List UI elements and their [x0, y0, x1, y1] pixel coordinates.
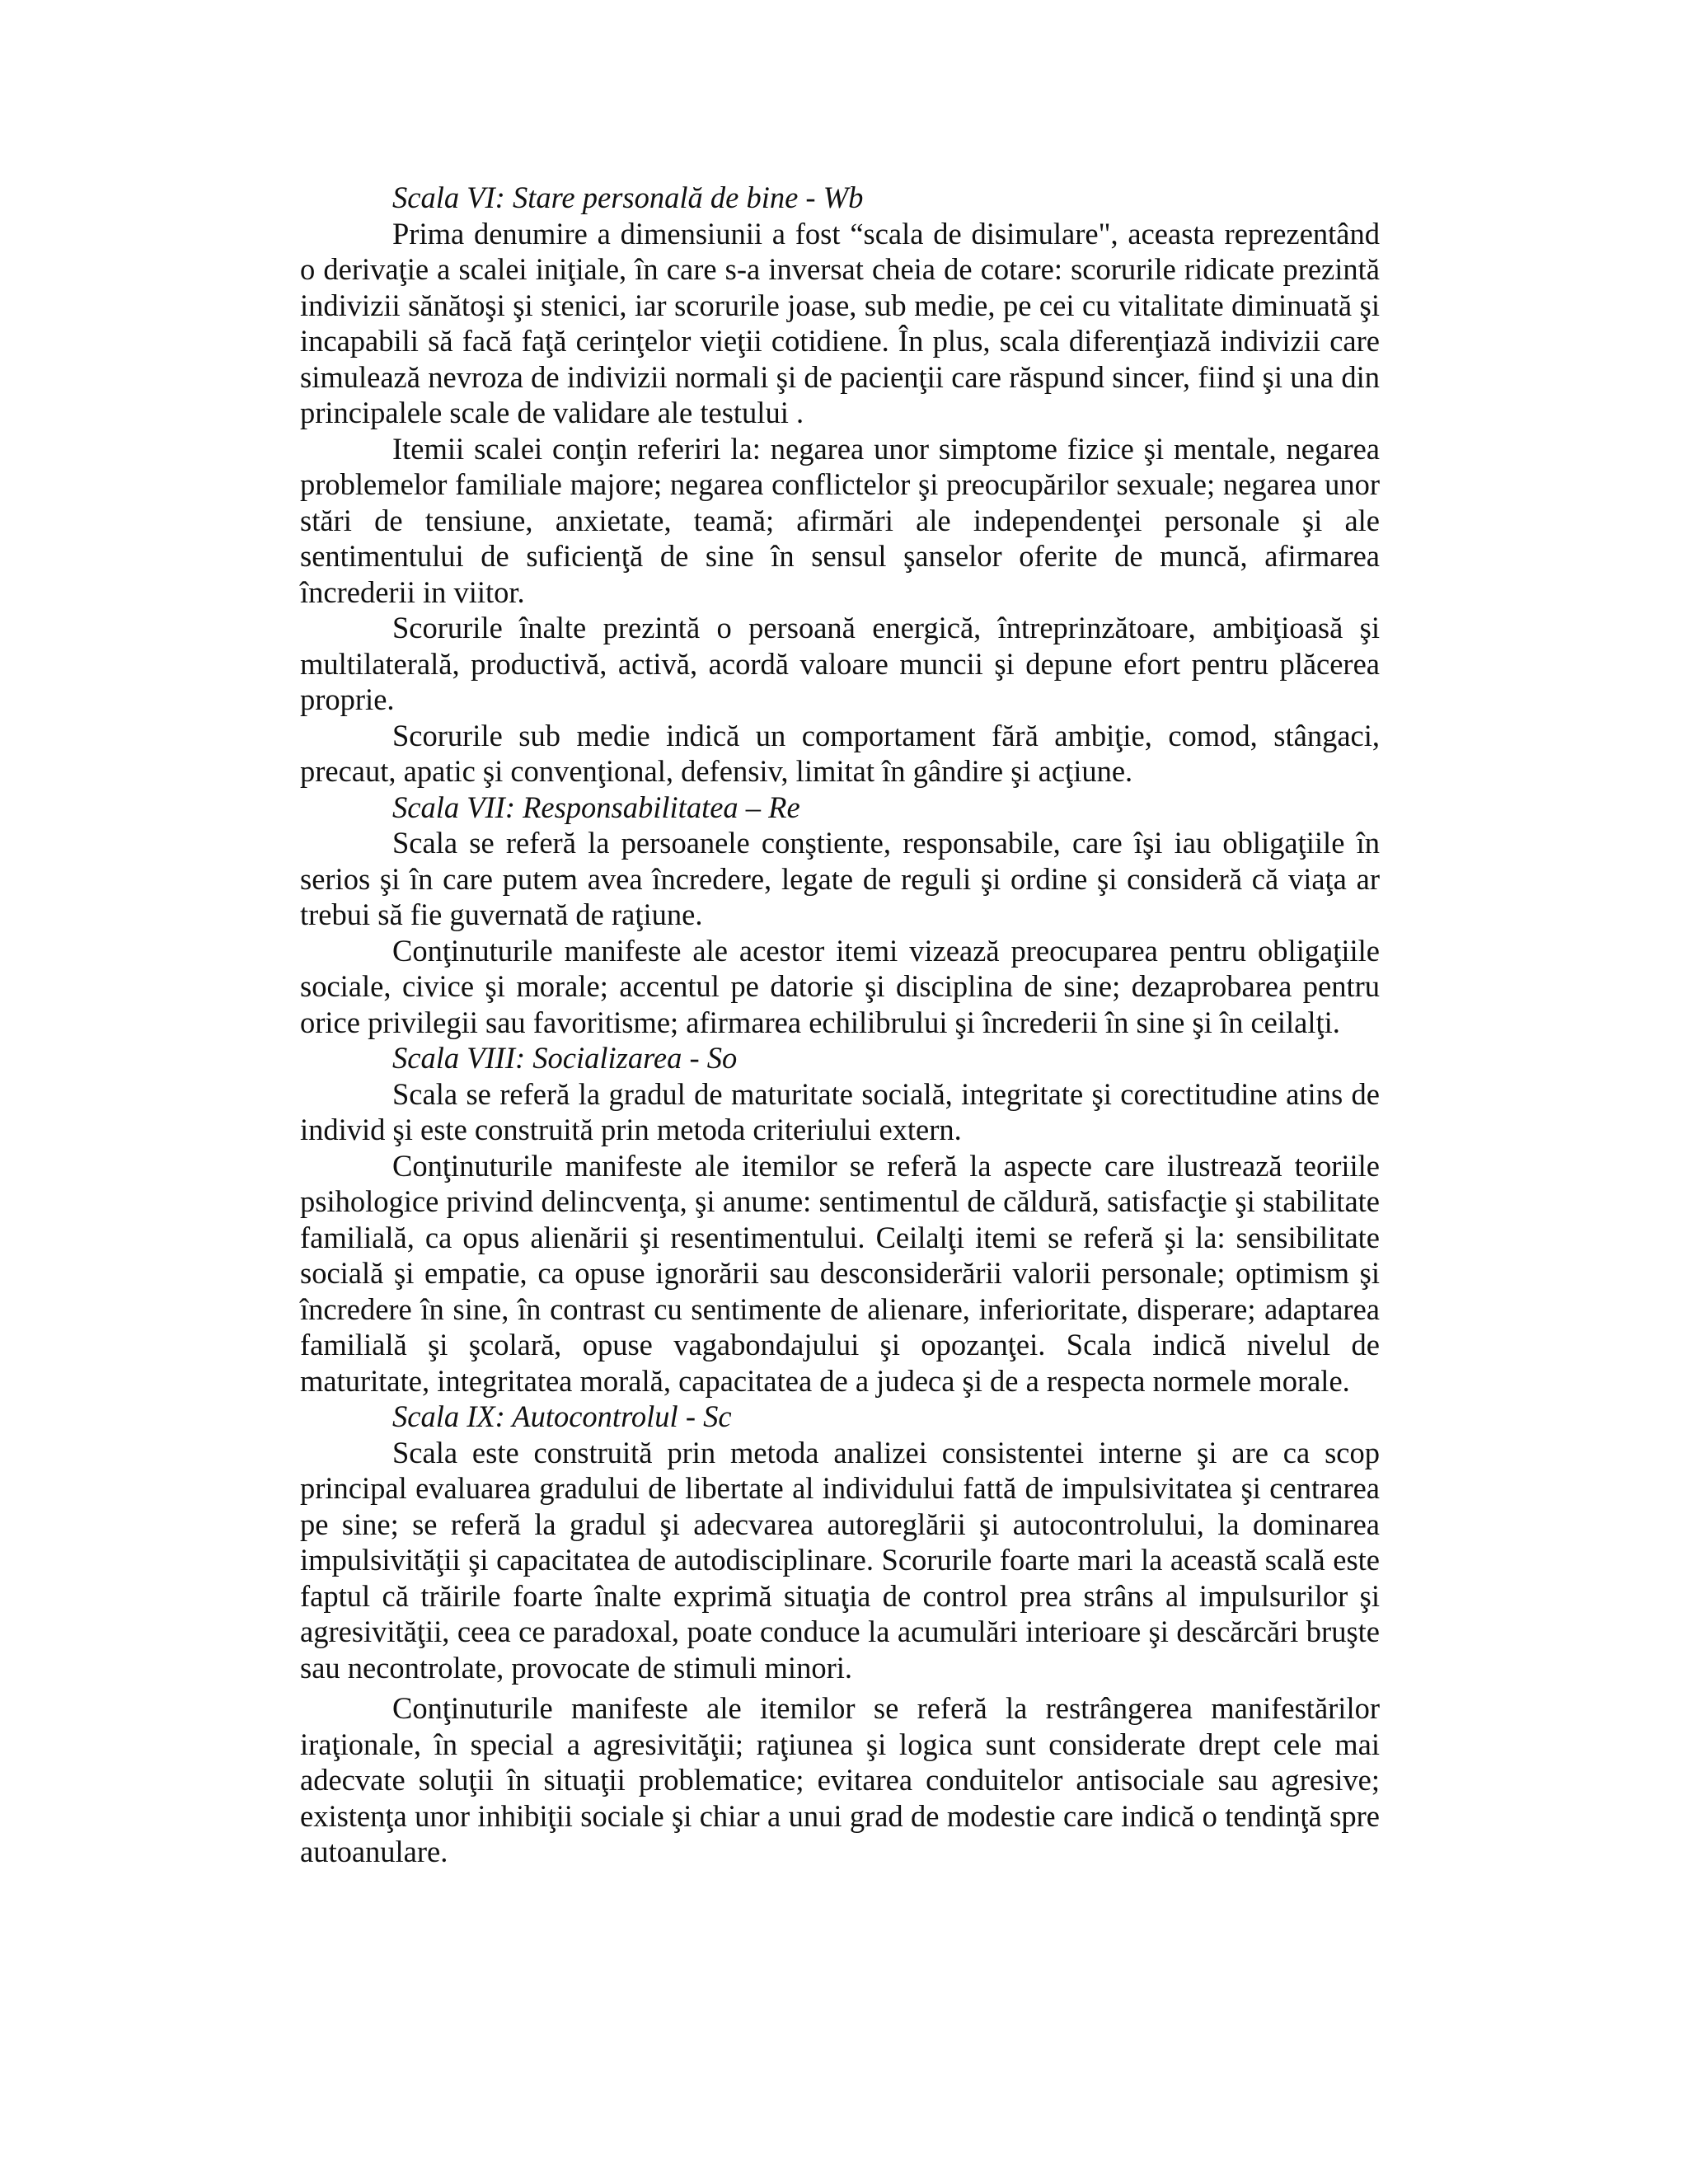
paragraph: Prima denumire a dimensiunii a fost “scala de disimulare", aceasta reprezentând o derivaţie a scalei iniţiale, în care s-a inversat cheia de cotare: scorurile ridicate prezintă indivizii sănătoşi şi stenici, iar scorurile joase, sub medie, pe cei cu vitalitate diminuată şi incapabili să facă faţă cerinţelor vieţii cotidiene. În plus, scala diferenţiază indivizii care simulează nevroza de indivizii normali şi de pacienţii care răspund sincer, fiind şi una din principalele scale de validare ale testului . — [300, 216, 1380, 429]
section-heading: Scala VII: Responsabilitatea – Re — [392, 790, 800, 824]
paragraph: Scorurile înalte prezintă o persoană energică, întreprinzătoare, ambiţioasă şi multilaterală, productivă, activă, acordă valoare muncii şi depune efort pentru plăcerea proprie. — [300, 611, 1380, 716]
document-page — [300, 180, 1380, 1870]
section-heading: Scala VI: Stare personală de bine - Wb — [392, 180, 864, 214]
paragraph: Conţinuturile manifeste ale acestor itemi vizează preocuparea pentru obligaţiile sociale, civice şi morale; accentul pe datorie şi disciplina de sine; dezaprobarea pentru orice privilegii sau favoritisme; afirmarea echilibrului şi încrederii în sine şi în ceilalţi. — [300, 933, 1380, 1039]
paragraph: Scorurile sub medie indică un comportament fără ambiţie, comod, stângaci, precaut, apatic şi convenţional, defensiv, limitat în gândire şi acţiune. — [300, 718, 1380, 788]
paragraph: Scala se referă la gradul de maturitate socială, integritate şi corectitudine atins de individ şi este construită prin metoda criteriului extern. — [300, 1076, 1380, 1146]
paragraph: Itemii scalei conţin referiri la: negarea unor simptome fizice şi mentale, negarea problemelor familiale majore; negarea conflictelor şi preocupărilor sexuale; negarea unor stări de tensiune, anxietate, teamă; afirmări ale independenţei personale şi ale sentimentului de suficienţă de sine în sensul şanselor oferite de muncă, afirmarea încrederii in viitor. — [300, 431, 1380, 609]
section-heading: Scala IX: Autocontrolul - Sc — [392, 1399, 732, 1433]
section-heading: Scala VIII: Socializarea - So — [392, 1041, 738, 1075]
paragraph: Conţinuturile manifeste ale itemilor se referă la restrângerea manifestărilor iraţionale, în special a agresivităţii; raţiunea şi logica sunt considerate drept cele mai adecvate soluţii în situaţii problematice; evitarea conduitelor antisociale sau agresive; existenţa unor inhibiţii sociale şi chiar a unui grad de modestie care indică o tendinţă spre autoanulare. — [300, 1691, 1380, 1868]
paragraph: Scala este construită prin metoda analizei consistentei interne şi are ca scop principal evaluarea gradului de libertate al individului fattă de impulsivitatea şi centrarea pe sine; se referă la gradul şi adecvarea autoreglării şi autocontrolului, la dominarea impulsivităţii şi capacitatea de autodisciplinare. Scorurile foarte mari la această scală este faptul că trăirile foarte înalte exprimă situaţia de control prea strâns al impulsurilor şi agresivităţii, ceea ce paradoxal, poate conduce la acumulări interioare şi descărcări bruşte sau necontrolate, provocate de stimuli minori. — [300, 1435, 1380, 1685]
paragraph: Conţinuturile manifeste ale itemilor se referă la aspecte care ilustrează teoriile psihologice privind delincvenţa, şi anume: sentimentul de căldură, satisfacţie şi stabilitate familială, ca opus alienării şi resentimentului. Ceilalţi itemi se referă şi la: sensibilitate socială şi empatie, ca opuse ignorării sau desconsiderării valorii personale; optimism şi încredere în sine, în contrast cu sentimente de alienare, inferioritate, disperare; adaptarea familială şi şcolară, opuse vagabondajului şi opozanţei. Scala indică nivelul de maturitate, integritatea morală, capacitatea de a judeca şi de a respecta normele morale. — [300, 1148, 1380, 1398]
paragraph: Scala se referă la persoanele conştiente, responsabile, care îşi iau obligaţiile în serios şi în care putem avea încredere, legate de reguli şi ordine şi consideră că viaţa ar trebui să fie guvernată de raţiune. — [300, 826, 1380, 931]
